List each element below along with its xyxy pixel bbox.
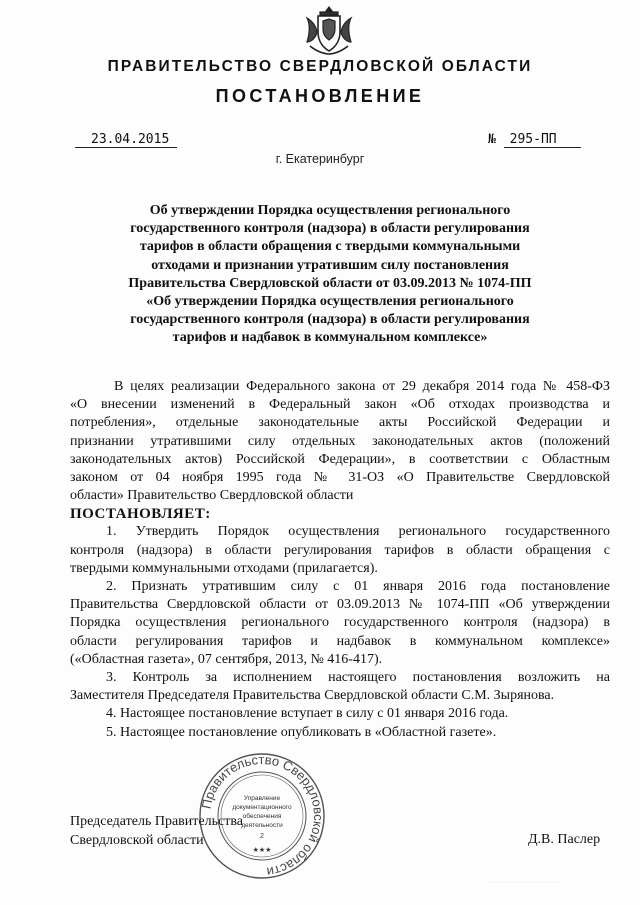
decree-item-line: контроля (надзора) в области регулирования тарифов в области обращения с <box>70 542 610 558</box>
stamp-number: 2 <box>260 833 264 840</box>
decree-item-line: области регулирования тарифов и надбавок в коммунальном комплексе» <box>70 633 610 649</box>
stamp-line-4: деятельности <box>241 822 283 829</box>
decree-item-line: Заместителя Председателя Правительства Свердловской области С.М. Зырянова. <box>70 688 555 704</box>
heading-line: тарифов и надбавок в коммунальном комплексе» <box>172 330 488 346</box>
decree-item-line: 2. Признать утратившим силу с 01 января 2016 года постановление <box>106 579 610 595</box>
signatory-name: Д.В. Паслер <box>528 832 601 847</box>
document-number <box>488 132 581 148</box>
heading-line: Об утверждении Порядка осуществления регионального <box>149 203 511 218</box>
decree-item <box>70 669 610 705</box>
coat-of-arms-icon <box>300 4 358 56</box>
preamble-line: признании утратившими силу отдельных законодательных актов (положений <box>70 433 610 449</box>
document-type-title: ПОСТАНОВЛЕНИЕ <box>215 86 425 106</box>
heading-line: государственного контроля (надзора) в области регулирования <box>130 312 530 328</box>
decree-item <box>70 705 610 723</box>
decree-item-line: Порядка осуществления регионального государственного контроля (надзора) в <box>70 615 610 631</box>
preamble-line: области» Правительство Свердловской области <box>70 488 354 504</box>
stamp-line-1: Управление <box>243 795 281 802</box>
decree-item-line: Правительства Свердловской области от 03.09.2013 № 1074-ПП «Об утверждении <box>70 597 610 613</box>
stamp-line-3: обеспечения <box>242 813 282 820</box>
heading-line: «Об утверждении Порядка осуществления регионального <box>146 294 514 310</box>
decree-word: ПОСТАНОВЛЯЕТ: <box>70 506 211 523</box>
date-value: 23.04.2015 <box>75 132 177 148</box>
stamp-ring-text: Правительство Свердловской области <box>198 752 327 880</box>
document-date <box>75 132 177 148</box>
heading-line: Правительства Свердловской области от 03.09.2013 № 1074-ПП <box>128 275 532 291</box>
signatory-position-line1: Председатель Правительства <box>70 814 243 829</box>
preamble-line: потребления», отдельные законодательные акты Российской Федерации и <box>70 415 610 431</box>
heading-line: тарифов в области обращения с твердыми коммунальными <box>139 239 521 255</box>
heading-line: отходами и признании утратившим силу постановления <box>151 257 509 273</box>
preamble-line: законодательных актов) Российской Федерации», в соответствии с Областным <box>70 451 610 467</box>
preamble-line: «О внесении изменений в Федеральный закон «Об отходах производства и <box>70 397 610 413</box>
government-title: ПРАВИТЕЛЬСТВО СВЕРДЛОВСКОЙ ОБЛАСТИ <box>107 58 533 75</box>
signatory-position-line2: Свердловской области <box>70 832 204 848</box>
decree-item <box>70 724 610 742</box>
decree-item-line: («Областная газета», 07 сентября, 2013, № 416-417). <box>70 651 383 667</box>
print-mark: · · · · · · · · · · · · · · · · · · · <box>490 880 558 886</box>
official-stamp <box>196 752 328 880</box>
decree-item-line: твердыми коммунальными отходами (прилагается). <box>70 560 378 576</box>
decree-item-line: 5. Настоящее постановление опубликовать в «Областной газете». <box>106 724 497 740</box>
heading-line: государственного контроля (надзора) в области регулирования <box>130 221 530 237</box>
stamp-stars: ★★★ <box>252 846 272 854</box>
preamble-line: В целях реализации Федерального закона от 29 декабря 2014 года № 458-ФЗ <box>114 379 610 394</box>
number-sign: № <box>488 132 496 147</box>
decree-items <box>70 523 610 741</box>
decree-item-line: 1. Утвердить Порядок осуществления регионального государственного <box>106 524 610 540</box>
decree-item-line: 4. Настоящее постановление вступает в силу с 01 января 2016 года. <box>106 706 509 722</box>
decree-item-line: 3. Контроль за исполнением настоящего постановления возложить на <box>106 670 610 686</box>
preamble-paragraph <box>70 378 610 505</box>
document-body <box>70 378 610 742</box>
document-heading <box>70 202 590 348</box>
decree-item <box>70 578 610 669</box>
number-value: 295-ПП <box>504 132 581 148</box>
city-line: г. Екатеринбург <box>275 152 365 166</box>
stamp-line-2: документационного <box>232 804 292 811</box>
decree-item <box>70 523 610 578</box>
preamble-line: законом от 04 ноября 1995 года № 31-ОЗ «О Правительстве Свердловской <box>70 470 610 486</box>
